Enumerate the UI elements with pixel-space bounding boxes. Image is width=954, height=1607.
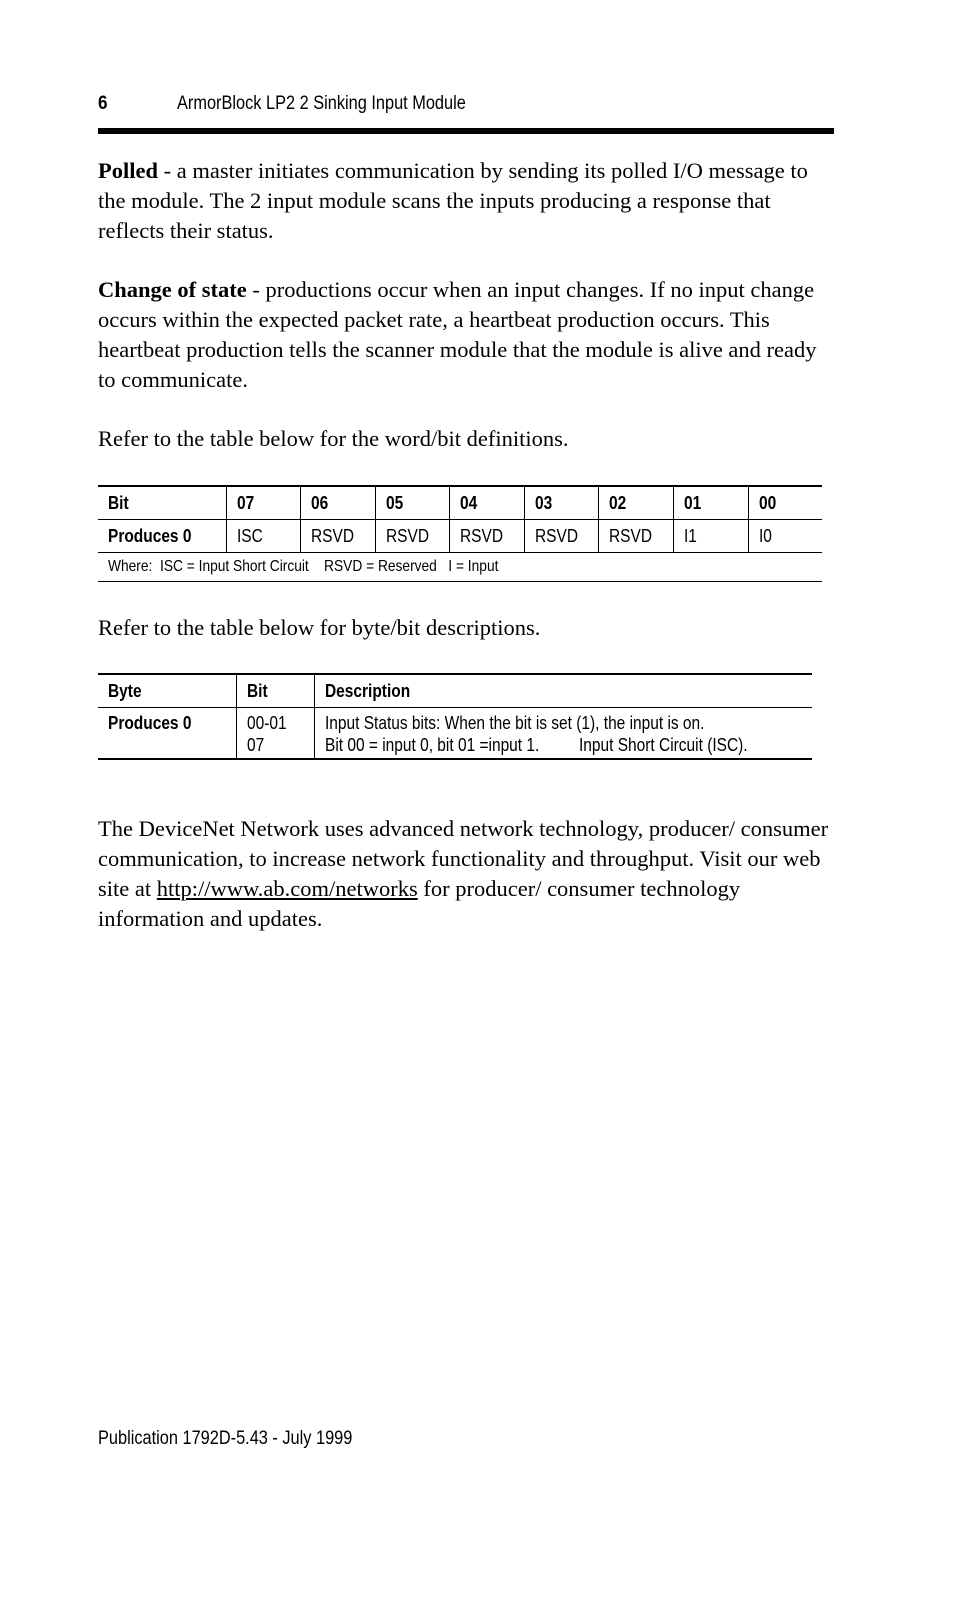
word-bit-table — [98, 485, 822, 582]
word-cell: RSVD — [300, 520, 375, 553]
byte-bit-table — [98, 673, 812, 760]
word-header-cell: 02 — [598, 486, 673, 520]
word-bit-table-wrap — [98, 485, 822, 582]
page-header — [98, 93, 834, 117]
word-table-note-row — [98, 553, 822, 582]
paragraph-devicenet — [98, 814, 838, 934]
word-row-label: Produces 0 — [98, 520, 226, 553]
word-header-cell: Bit — [98, 486, 226, 520]
page-number: 6 — [98, 93, 108, 114]
word-header-cell: 03 — [524, 486, 598, 520]
table-row — [98, 708, 812, 760]
description-line: Input Status bits: When the bit is set (1), the input is on. — [324, 713, 704, 733]
devicenet-text-before: The DeviceNet Network uses advanced network technology, producer/ consumer communication, to increase network functionality and throughput. Visit our web site at — [98, 816, 829, 901]
byte-description-cell — [314, 708, 812, 760]
byte-bits-cell — [236, 708, 314, 760]
word-table-legend: Where: ISC = Input Short Circuit RSVD = Reserved I = Input — [98, 553, 822, 582]
description-line: Input Short Circuit (ISC). — [578, 735, 748, 755]
byte-header-cell: Byte — [98, 674, 236, 708]
word-cell: I1 — [673, 520, 748, 553]
refer-word-text: Refer to the table below for the word/bit definitions. — [98, 426, 569, 451]
word-header-cell: 07 — [226, 486, 300, 520]
header-rule — [98, 128, 834, 134]
word-cell: RSVD — [524, 520, 598, 553]
byte-row-label: Produces 0 — [98, 708, 236, 760]
byte-header-cell: Bit — [236, 674, 314, 708]
term-change-of-state: Change of state — [98, 277, 247, 302]
table-row — [98, 520, 822, 553]
devicenet-text-after: for producer/ consumer technology information and updates. — [98, 876, 741, 931]
word-header-cell: 00 — [748, 486, 822, 520]
bit-range: 07 — [246, 735, 264, 755]
word-cell: ISC — [226, 520, 300, 553]
word-header-cell: 04 — [449, 486, 524, 520]
word-header-cell: 06 — [300, 486, 375, 520]
running-title: ArmorBlock LP2 2 Sinking Input Module — [177, 93, 466, 114]
description-line: Bit 00 = input 0, bit 01 =input 1. — [324, 735, 539, 755]
publication-footer: Publication 1792D-5.43 - July 1999 — [98, 1428, 353, 1449]
term-polled: Polled — [98, 158, 158, 183]
polled-text: - a master initiates communication by sending its polled I/O message to the module. The 2 input module scans the inputs producing a response that reflects their status. — [98, 158, 808, 243]
word-header-cell: 05 — [375, 486, 449, 520]
word-table-header-row — [98, 486, 822, 520]
byte-table-header-row — [98, 674, 812, 708]
word-cell: RSVD — [375, 520, 449, 553]
byte-bit-table-wrap — [98, 673, 812, 760]
bit-range: 00-01 — [246, 713, 287, 733]
networks-link[interactable]: http://www.ab.com/networks — [156, 876, 418, 901]
paragraph-change-of-state — [98, 275, 838, 395]
byte-header-cell: Description — [314, 674, 812, 708]
word-header-cell: 01 — [673, 486, 748, 520]
word-cell: RSVD — [598, 520, 673, 553]
word-cell: I0 — [748, 520, 822, 553]
word-cell: RSVD — [449, 520, 524, 553]
refer-byte-text: Refer to the table below for byte/bit descriptions. — [98, 615, 541, 640]
cos-text: - productions occur when an input changes. If no input change occurs within the expected packet rate, a heartbeat production occurs. This heartbeat production tells the scanner module that the module is alive and ready to communicate. — [98, 277, 817, 392]
paragraph-polled — [98, 156, 838, 246]
